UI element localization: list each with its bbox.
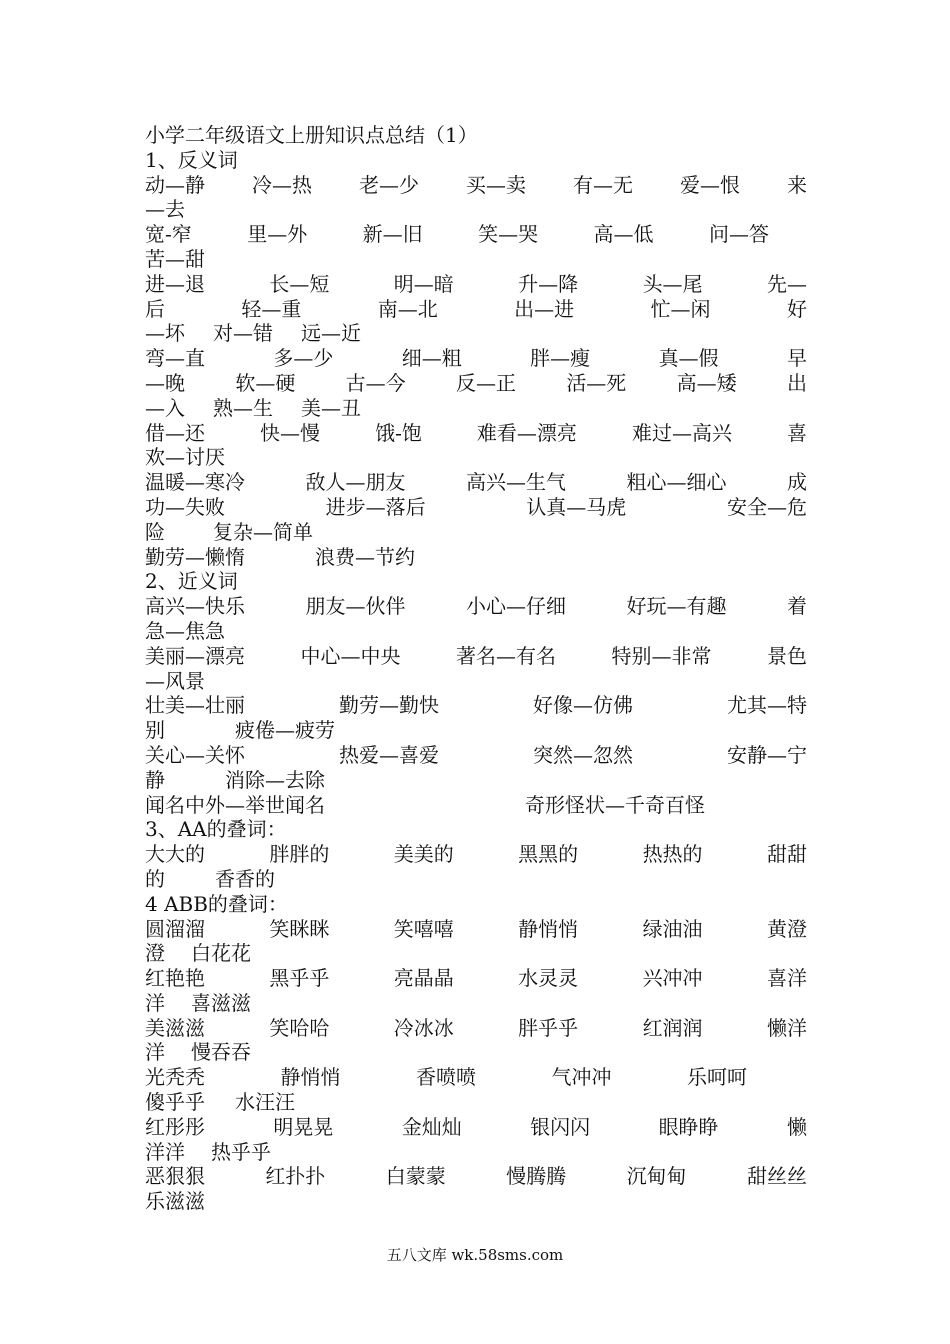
word-pair: 洋 <box>145 1040 165 1065</box>
text-line <box>145 1016 807 1041</box>
word-pair: 中心—中央 <box>300 643 401 668</box>
word-pair: 笑哈哈 <box>269 1015 330 1040</box>
word-pair: 安静—宁 <box>727 742 807 767</box>
text-line <box>145 867 807 892</box>
word-pair: 别 <box>145 718 165 743</box>
section-heading <box>145 892 807 917</box>
word-pair: 热热的 <box>642 842 703 867</box>
word-pair: 对—错 <box>213 321 273 346</box>
word-pair: 借—还 <box>145 420 205 445</box>
word-pair: 香喷喷 <box>416 1065 476 1090</box>
title-text: 小学二年级语文上册知识点总结（1） <box>145 123 478 147</box>
word-pair: 关心—关怀 <box>145 742 245 767</box>
word-pair: 复杂—简单 <box>213 519 313 544</box>
word-pair: 红润润 <box>642 1015 703 1040</box>
word-pair: 光秃秃 <box>145 1065 205 1090</box>
text-line <box>145 991 807 1016</box>
word-pair: 熟—生 <box>213 395 273 420</box>
word-pair: 甜甜 <box>766 842 807 867</box>
word-pair: 苦—甜 <box>145 246 205 271</box>
text-line <box>145 346 807 371</box>
word-pair: 美滋滋 <box>145 1015 205 1040</box>
word-pair: 绿油油 <box>642 916 703 941</box>
word-pair: 轻—重 <box>241 296 302 321</box>
word-pair: 乐滋滋 <box>145 1189 205 1214</box>
word-pair: 里—外 <box>247 222 308 247</box>
section-3-heading: 3、AA的叠词： <box>145 817 287 842</box>
word-pair: 长—短 <box>269 271 330 296</box>
word-pair: 香香的 <box>215 866 275 891</box>
word-pair: 活—死 <box>566 370 627 395</box>
text-line <box>145 445 807 470</box>
word-pair: —入 <box>145 395 185 420</box>
word-pair: 温暖—寒冷 <box>145 470 245 495</box>
word-pair: 出 <box>786 370 807 395</box>
word-pair: 突然—忽然 <box>533 742 633 767</box>
text-line <box>145 222 807 247</box>
word-pair: 远—近 <box>301 321 361 346</box>
word-pair: 功—失败 <box>145 494 225 519</box>
word-pair: 澄 <box>145 941 165 966</box>
text-line <box>145 941 807 966</box>
word-pair: 难过—高兴 <box>631 420 732 445</box>
word-pair: 洋洋 <box>145 1139 185 1164</box>
text-line <box>145 718 807 743</box>
word-pair: 的 <box>145 866 165 891</box>
word-pair: 浪费—节约 <box>315 544 415 569</box>
word-pair: 热爱—喜爱 <box>339 742 439 767</box>
word-pair: 软—硬 <box>235 370 296 395</box>
word-pair: 兴冲冲 <box>642 966 703 991</box>
word-pair: 敌人—朋友 <box>305 470 406 495</box>
text-line <box>145 1090 807 1115</box>
word-pair: 圆溜溜 <box>145 916 205 941</box>
word-pair: 高兴—生气 <box>466 470 566 495</box>
text-line <box>145 321 807 346</box>
word-pair: 老—少 <box>359 172 419 197</box>
text-line <box>145 520 807 545</box>
text-line <box>145 1115 807 1140</box>
word-pair: 红扑扑 <box>265 1164 326 1189</box>
word-pair: 银闪闪 <box>530 1114 591 1139</box>
word-pair: 高兴—快乐 <box>145 594 245 619</box>
word-pair: 恶狠狠 <box>145 1164 205 1189</box>
word-pair: 来 <box>787 172 807 197</box>
text-line <box>145 197 807 222</box>
section-4-heading: 4 ABB的叠词： <box>145 891 288 916</box>
word-pair: 奇形怪状—千奇百怪 <box>525 792 705 817</box>
word-pair: 胖胖的 <box>269 842 330 867</box>
section-heading <box>145 148 807 173</box>
word-pair: 反—正 <box>455 370 516 395</box>
word-pair: 真—假 <box>658 346 719 371</box>
word-pair: 早 <box>786 346 807 371</box>
word-pair: 懒 <box>786 1114 807 1139</box>
text-line <box>145 371 807 396</box>
document-body <box>145 123 807 1214</box>
text-line <box>145 396 807 421</box>
word-pair: 金灿灿 <box>401 1114 462 1139</box>
word-pair: 笑眯眯 <box>269 916 330 941</box>
text-line <box>145 1065 807 1090</box>
word-pair: 小心—仔细 <box>466 594 566 619</box>
text-line <box>145 470 807 495</box>
word-pair: 头—尾 <box>642 271 703 296</box>
word-pair: 冷—热 <box>252 172 312 197</box>
document-title <box>145 123 807 148</box>
word-pair: 成 <box>787 470 807 495</box>
word-pair: 亮晶晶 <box>393 966 454 991</box>
text-line <box>145 693 807 718</box>
text-line <box>145 619 807 644</box>
text-line <box>145 495 807 520</box>
text-line <box>145 1189 807 1214</box>
word-pair: 忙—闲 <box>650 296 711 321</box>
word-pair: 冷冰冰 <box>393 1015 454 1040</box>
word-pair: 红彤彤 <box>145 1114 205 1139</box>
word-pair: 爱—恨 <box>680 172 740 197</box>
word-pair: 静 <box>145 767 165 792</box>
word-pair: —去 <box>145 197 185 222</box>
word-pair: 喜滋滋 <box>191 990 251 1015</box>
text-line <box>145 1164 807 1189</box>
word-pair: 先— <box>766 271 807 296</box>
word-pair: —风景 <box>145 668 205 693</box>
word-pair: 古—今 <box>345 370 406 395</box>
text-line <box>145 793 807 818</box>
word-pair: 大大的 <box>145 842 205 867</box>
word-pair: 明晃晃 <box>273 1114 334 1139</box>
word-pair: 慢腾腾 <box>506 1164 567 1189</box>
word-pair: 欢—讨厌 <box>145 445 225 470</box>
word-pair: 黑黑的 <box>518 842 579 867</box>
word-pair: 南—北 <box>377 296 438 321</box>
word-pair: 尤其—特 <box>727 693 807 718</box>
text-line <box>145 173 807 198</box>
word-pair: 高—低 <box>593 222 654 247</box>
text-line <box>145 917 807 942</box>
word-pair: 沉甸甸 <box>626 1164 687 1189</box>
word-pair: 消除—去除 <box>225 767 325 792</box>
word-pair: 喜洋 <box>766 966 807 991</box>
word-pair: 热乎乎 <box>211 1139 271 1164</box>
word-pair: 认真—马虎 <box>526 494 627 519</box>
text-line <box>145 669 807 694</box>
word-pair: 进步—落后 <box>325 494 426 519</box>
word-pair: 好 <box>786 296 807 321</box>
word-pair: 静悄悄 <box>280 1065 341 1090</box>
word-pair: 勤劳—懒惰 <box>145 544 245 569</box>
word-pair: 甜丝丝 <box>746 1164 807 1189</box>
word-pair: 胖—瘦 <box>530 346 591 371</box>
word-pair: 喜 <box>787 420 807 445</box>
word-pair: 着 <box>787 594 807 619</box>
word-pair: 急—焦急 <box>145 618 225 643</box>
word-pair: 特别—非常 <box>611 643 712 668</box>
word-pair: 气冲冲 <box>551 1065 612 1090</box>
word-pair: 快—慢 <box>260 420 321 445</box>
section-1-heading: 1、反义词 <box>145 147 238 172</box>
word-pair: 慢吞吞 <box>191 1040 251 1065</box>
word-pair: 白花花 <box>191 941 251 966</box>
word-pair: 洋 <box>145 990 165 1015</box>
word-pair: 朋友—伙伴 <box>305 594 406 619</box>
word-pair: 黑乎乎 <box>269 966 330 991</box>
word-pair: 美—丑 <box>301 395 361 420</box>
word-pair: 著名—有名 <box>456 643 556 668</box>
word-pair: 乐呵呵 <box>687 1065 747 1090</box>
word-pair: 黄澄 <box>766 916 807 941</box>
section-heading <box>145 817 807 842</box>
text-line <box>145 842 807 867</box>
word-pair: 眼睁睁 <box>658 1114 719 1139</box>
word-pair: 有—无 <box>573 172 633 197</box>
word-pair: 闻名中外—举世闻名 <box>145 792 325 817</box>
word-pair: 明—暗 <box>393 271 454 296</box>
word-pair: 白蒙蒙 <box>385 1164 446 1189</box>
text-line <box>145 743 807 768</box>
word-pair: 美美的 <box>393 842 454 867</box>
word-pair: 高—矮 <box>676 370 737 395</box>
word-pair: 饿-饱 <box>375 420 422 445</box>
word-pair: 静悄悄 <box>518 916 579 941</box>
section-heading <box>145 569 807 594</box>
word-pair: 问—答 <box>708 222 769 247</box>
word-pair: 安全—危 <box>726 494 807 519</box>
word-pair: 景色 <box>767 643 807 668</box>
text-line <box>145 421 807 446</box>
word-pair: 难看—漂亮 <box>476 420 577 445</box>
word-pair: 勤劳—勤快 <box>339 693 439 718</box>
word-pair: 细—粗 <box>401 346 462 371</box>
section-2-heading: 2、近义词 <box>145 569 238 594</box>
footer-watermark: 五八文库 wk.58sms.com <box>386 1246 564 1264</box>
word-pair: 水汪汪 <box>235 1090 295 1115</box>
word-pair: 新—旧 <box>362 222 423 247</box>
text-line <box>145 545 807 570</box>
word-pair: 疲倦—疲劳 <box>235 718 335 743</box>
word-pair: 出—进 <box>514 296 575 321</box>
word-pair: 懒洋 <box>766 1015 807 1040</box>
text-line <box>145 768 807 793</box>
word-pair: 多—少 <box>273 346 334 371</box>
word-pair: 笑嘻嘻 <box>393 916 454 941</box>
word-pair: 好玩—有趣 <box>626 594 727 619</box>
text-line <box>145 1140 807 1165</box>
word-pair: 进—退 <box>145 271 205 296</box>
text-line <box>145 1040 807 1065</box>
word-pair: —晚 <box>145 370 185 395</box>
word-pair: 弯—直 <box>145 346 205 371</box>
text-line <box>145 272 807 297</box>
word-pair: 笑—哭 <box>478 222 539 247</box>
word-pair: 后 <box>145 296 165 321</box>
word-pair: 胖乎乎 <box>518 1015 579 1040</box>
word-pair: 好像—仿佛 <box>533 693 633 718</box>
text-line <box>145 297 807 322</box>
word-pair: 升—降 <box>518 271 579 296</box>
word-pair: —坏 <box>145 321 185 346</box>
text-line <box>145 247 807 272</box>
text-line <box>145 644 807 669</box>
word-pair: 美丽—漂亮 <box>145 643 245 668</box>
word-pair: 买—卖 <box>466 172 526 197</box>
word-pair: 壮美—壮丽 <box>145 693 245 718</box>
text-line <box>145 966 807 991</box>
word-pair: 傻乎乎 <box>145 1090 205 1115</box>
text-line <box>145 594 807 619</box>
word-pair: 红艳艳 <box>145 966 205 991</box>
word-pair: 动—静 <box>145 172 205 197</box>
word-pair: 险 <box>145 519 165 544</box>
word-pair: 粗心—细心 <box>626 470 727 495</box>
word-pair: 水灵灵 <box>518 966 579 991</box>
word-pair: 宽-窄 <box>145 222 192 247</box>
